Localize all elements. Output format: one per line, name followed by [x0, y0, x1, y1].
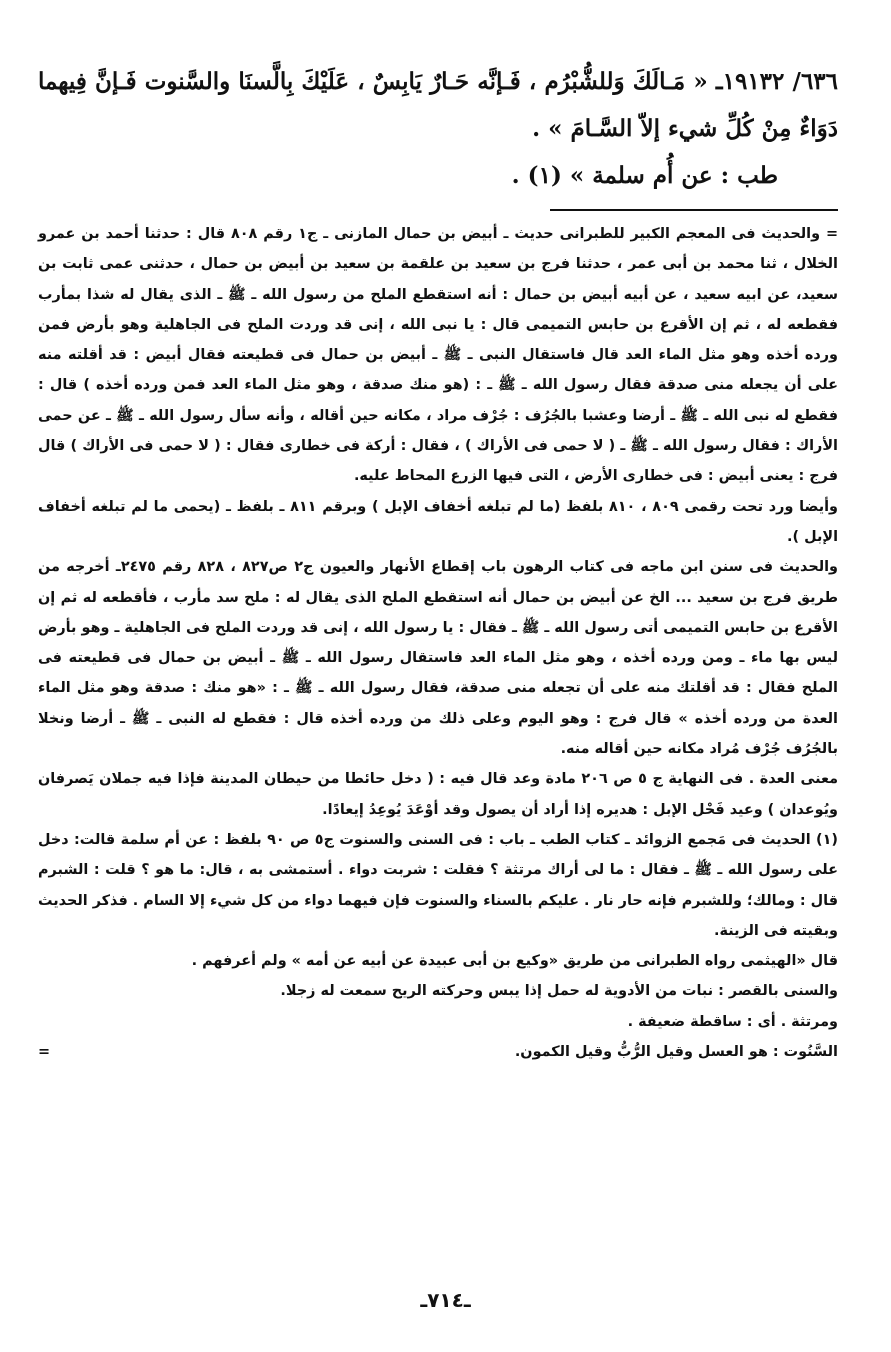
page-number: ـ٧١٤ـ [420, 1288, 471, 1312]
footnote-paragraph: وأيضا ورد تحت رقمى ٨٠٩ ، ٨١٠ بلفظ (ما لم تبلغه أخفاف الإبل ) وبرقم ٨١١ ـ بلفظ ـ (يحمى ما لم تبلغه أخفاف الإبل ). [38, 498, 838, 545]
footnote-paragraph: قال «الهيثمى رواه الطبرانى من طريق «وكيع بن أبى عبيدة عن أبيه عن أمه » ولم أعرفهم . [191, 953, 838, 970]
footnote-paragraph: معنى العدة . فى النهاية ج ٥ ص ٢٠٦ مادة وعد قال فيه : ( دخل حائطا من حيطان المدينة فإذا فيه جملان يَصرفان ويُوعدان ) وعيد فَحْل الإبل : هديره إذا أراد أن يصول وقد أوْعَدَ يُوعِدُ إيعادًا. [38, 771, 838, 818]
footnote-paragraph: والحديث فى سنن ابن ماجه فى كتاب الرهون باب إقطاع الأنهار والعيون ج٢ ص٨٢٧ ، ٨٢٨ رقم ٢٤٧٥ـ أخرجه من طريق فرج بن سعيد ... الخ عن أبيض بن حمال أنه استقطع الملح الذى يقال له : ملح سد مأرب ، فأقطعه له ثم إن الأقرع بن حابس التميمى أتى رسول الله ـ ﷺ ـ فقال : يا رسول الله ، إنى قد وردت الملح فى الجاهلية ـ وهو بأرض ليس بها ماء ـ ومن ورده أخذه ، وهو مثل الماء العد فاستقال رسول الله ـ ﷺ ـ أبيض بن حمال فى قطيعته فى الملح فقال : قد أقلتك منه على أن تجعله منى صدقة، فقال رسول الله ـ ﷺ ـ : «هو منك : صدقة وهو مثل الماء العدة من ورده أخذه » قال فرج : وهو اليوم وعلى ذلك من ورده أخذه قال : فقطع له النبى ـ ﷺ ـ أرضا ونخلا بالجُرُف جُرْف مُراد مكانه حين أقاله منه. [38, 559, 838, 758]
footnote-paragraph: = والحديث فى المعجم الكبير للطبرانى حديث ـ أبيض بن حمال المازنى ـ ج١ رقم ٨٠٨ قال : حدثنا أحمد بن عمرو الخلال ، ثنا محمد بن أبى عمر ، حدثنا فرج بن سعيد بن علقمة بن سعيد بن أبيض بن حمال ، حدثنى عمى ثابت بن سعيد، عن ابيه سعيد ، عن أبيه أبيض بن حمال : أنه استقطع الملح من رسول الله ـ ﷺ ـ الذى يقال له شذا بمأرب فقطعه له ، ثم إن الأقرع بن حابس التميمى قال : يا نبى الله ، إنى قد وردت الملح فى الجاهلية وهو بأرض فمن ورده أخذه وهو مثل الماء العد قال فاستقال النبى ـ ﷺ ـ أبيض بن حمال فى قطيعته فقال أبيض : قد أقلته منه على أن يجعله منى صدقة فقال رسول الله ـ ﷺ ـ : (هو منك صدقة ، وهو مثل الماء العد فمن ورده أخذه ) قال : فقطع له نبى الله ـ ﷺ ـ أرضا وعشبا بالجُرُف : جُرْف مراد ، مكانه حين أقاله ، وأنه سأل رسول الله ـ ﷺ ـ عن حمى الأراك : فقال رسول الله ـ ﷺ ـ ( لا حمى فى الأراك ) ، فقال : أركة فى خطارى فقال : ( لا حمى فى الأراك ) قال فرج : يعنى أبيض : فى خطارى الأرض ، التى فيها الزرع المحاط عليه. [38, 226, 839, 485]
footnote-paragraph: السَّنُوت : هو العسل وقيل الرُّبُّ وقيل الكمون. [514, 1044, 838, 1061]
continuation-mark: = [38, 1044, 51, 1061]
footnote-paragraph: ومرتثة . أى : ساقطة ضعيفة . [627, 1013, 838, 1030]
footnote-paragraph: والسنى بالقصر : نبات من الأدوية له حمل إذا يبس وحركته الريح سمعت له زجلا. [280, 983, 838, 1000]
footnote-divider [550, 209, 838, 211]
footnote-last-line [38, 1037, 838, 1067]
hadith-source: طب : عن أُم سلمة » (١) . [511, 162, 778, 189]
hadith-text: ٦٣٦/ ١٩١٣٢ـ « مَـالَكَ وَللشُّبْرُم ، فَـإنَّه حَـارٌ يَابِسٌ ، عَلَيْكَ بِالَّسنَا والسَّنوت فَـإنَّ فِيهما دَوَاءٌ مِنْ كُلِّ شيء إلاّ السَّـامَ » . [38, 68, 838, 142]
hadith-block [38, 58, 838, 199]
footnote-paragraph: (١) الحديث فى مَجمع الزوائد ـ كتاب الطب ـ باب : فى السنى والسنوت ج٥ ص ٩٠ بلفظ : عن أم سلمة قالت: دخل على رسول الله ـ ﷺ ـ فقال : ما لى أراك مرتثة ؟ فقلت : شربت دواء . أستمشى به ، قال: ما هو ؟ قلت : الشبرم قال : ومالك؛ وللشبرم فإنه حار نار . عليكم بالسناء والسنوت فإن فيهما دواء من كل شيء إلا السام . فذكر الحديث وبقيته فى الزينة. [38, 831, 838, 939]
page-content [38, 58, 838, 1067]
footnotes [38, 219, 838, 1067]
